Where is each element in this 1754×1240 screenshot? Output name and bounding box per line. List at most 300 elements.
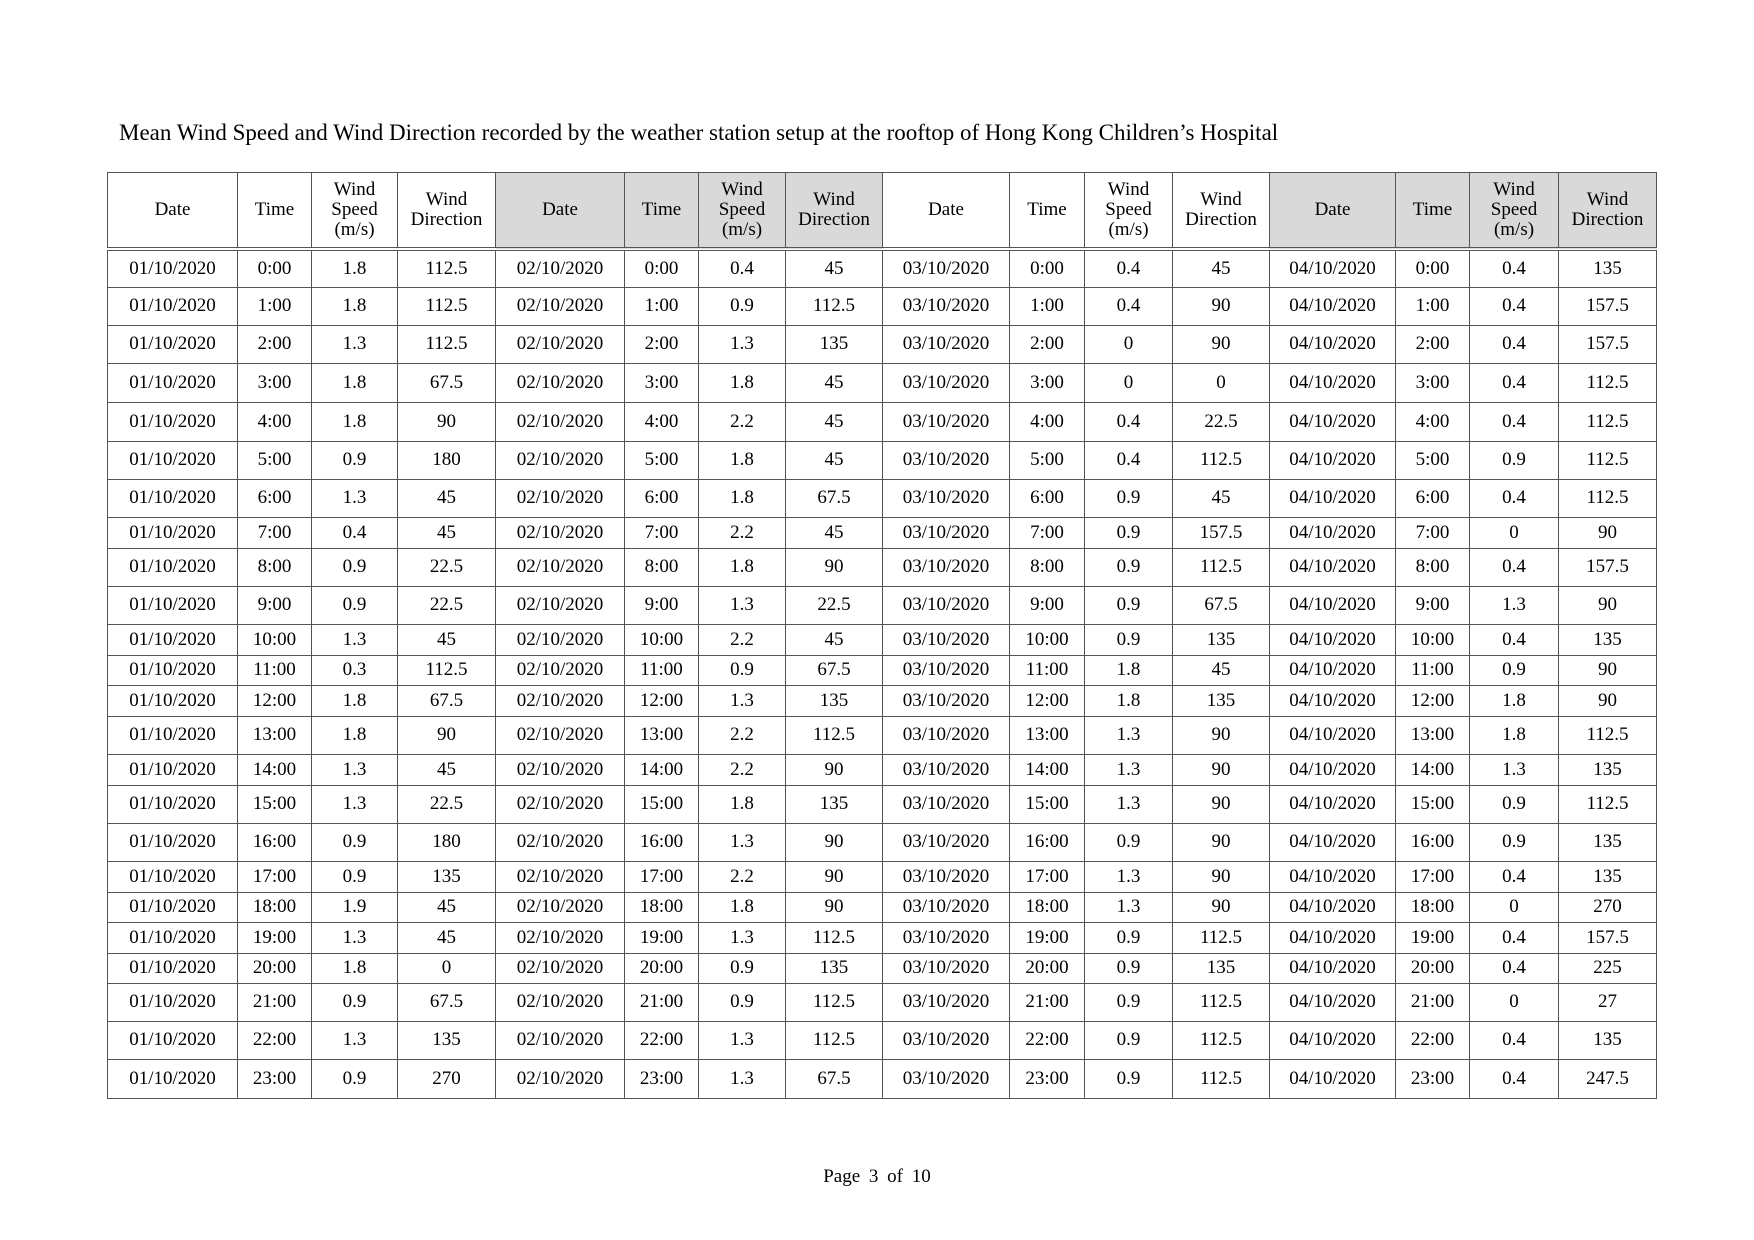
wind-speed-cell: 0.9	[1085, 586, 1173, 624]
wind-speed-cell: 0.4	[1085, 287, 1173, 325]
wind-direction-cell: 90	[1559, 685, 1657, 716]
wind-speed-cell: 0.4	[1470, 325, 1559, 363]
wind-direction-cell: 112.5	[398, 325, 496, 363]
wind-direction-cell: 135	[786, 785, 883, 823]
date-cell: 04/10/2020	[1270, 716, 1396, 754]
date-cell: 02/10/2020	[496, 785, 625, 823]
date-cell: 01/10/2020	[108, 716, 238, 754]
wind-speed-cell: 1.3	[699, 1021, 786, 1059]
wind-direction-cell: 90	[786, 754, 883, 785]
time-cell: 4:00	[238, 402, 312, 441]
wind-direction-cell: 112.5	[786, 716, 883, 754]
time-cell: 8:00	[1396, 548, 1470, 586]
table-row	[108, 325, 1657, 363]
time-cell: 5:00	[1396, 441, 1470, 479]
wind-direction-cell: 112.5	[1173, 548, 1270, 586]
wind-direction-cell: 22.5	[398, 548, 496, 586]
wind-speed-cell: 1.3	[312, 624, 398, 655]
table-row	[108, 953, 1657, 983]
wind-speed-cell: 1.8	[699, 785, 786, 823]
time-cell: 0:00	[1010, 249, 1085, 287]
time-cell: 9:00	[1010, 586, 1085, 624]
wind-direction-cell: 90	[786, 892, 883, 922]
date-cell: 03/10/2020	[883, 1021, 1010, 1059]
date-cell: 04/10/2020	[1270, 402, 1396, 441]
date-cell: 01/10/2020	[108, 402, 238, 441]
time-cell: 15:00	[625, 785, 699, 823]
date-cell: 01/10/2020	[108, 1059, 238, 1098]
time-cell: 9:00	[1396, 586, 1470, 624]
table-row	[108, 1021, 1657, 1059]
date-cell: 02/10/2020	[496, 325, 625, 363]
table-row	[108, 441, 1657, 479]
wind-direction-cell: 90	[1173, 287, 1270, 325]
wind-speed-cell: 0.9	[1085, 983, 1173, 1021]
date-cell: 04/10/2020	[1270, 953, 1396, 983]
time-cell: 20:00	[1010, 953, 1085, 983]
wind-speed-cell: 0.9	[1085, 823, 1173, 861]
wind-direction-cell: 45	[1173, 479, 1270, 517]
wind-speed-cell: 0.9	[312, 861, 398, 892]
wind-direction-cell: 0	[398, 953, 496, 983]
wind-speed-cell: 0.9	[312, 823, 398, 861]
wind-speed-cell: 0.4	[1085, 441, 1173, 479]
page-number: Page 3 of 10	[823, 1166, 931, 1187]
time-cell: 19:00	[1010, 922, 1085, 953]
wind-speed-cell: 0	[1470, 892, 1559, 922]
time-cell: 3:00	[625, 363, 699, 402]
wind-direction-cell: 90	[1559, 655, 1657, 685]
wind-direction-cell: 45	[398, 479, 496, 517]
time-cell: 6:00	[238, 479, 312, 517]
wind-speed-cell: 1.3	[699, 685, 786, 716]
time-cell: 2:00	[1010, 325, 1085, 363]
wind-direction-cell: 90	[1173, 325, 1270, 363]
wind-speed-cell: 0.9	[1085, 922, 1173, 953]
wind-speed-cell: 1.8	[699, 441, 786, 479]
time-cell: 23:00	[1010, 1059, 1085, 1098]
date-cell: 03/10/2020	[883, 953, 1010, 983]
date-cell: 01/10/2020	[108, 548, 238, 586]
wind-direction-cell: 112.5	[1559, 441, 1657, 479]
header-date: Date	[496, 173, 625, 250]
date-cell: 03/10/2020	[883, 655, 1010, 685]
wind-speed-cell: 0.4	[1470, 249, 1559, 287]
table-row	[108, 402, 1657, 441]
time-cell: 15:00	[1010, 785, 1085, 823]
wind-direction-cell: 112.5	[398, 287, 496, 325]
time-cell: 7:00	[238, 517, 312, 548]
date-cell: 03/10/2020	[883, 287, 1010, 325]
time-cell: 8:00	[238, 548, 312, 586]
date-cell: 03/10/2020	[883, 685, 1010, 716]
wind-speed-cell: 1.8	[312, 249, 398, 287]
table-row	[108, 479, 1657, 517]
wind-speed-cell: 1.3	[1470, 754, 1559, 785]
wind-direction-cell: 112.5	[1173, 1021, 1270, 1059]
wind-speed-cell: 0.4	[699, 249, 786, 287]
date-cell: 02/10/2020	[496, 685, 625, 716]
wind-direction-cell: 90	[1173, 861, 1270, 892]
time-cell: 16:00	[238, 823, 312, 861]
wind-speed-cell: 1.8	[312, 953, 398, 983]
wind-direction-cell: 157.5	[1173, 517, 1270, 548]
time-cell: 11:00	[1396, 655, 1470, 685]
wind-direction-cell: 90	[398, 402, 496, 441]
date-cell: 03/10/2020	[883, 325, 1010, 363]
table-row	[108, 861, 1657, 892]
time-cell: 2:00	[1396, 325, 1470, 363]
date-cell: 04/10/2020	[1270, 1021, 1396, 1059]
date-cell: 02/10/2020	[496, 892, 625, 922]
wind-speed-cell: 1.3	[1085, 785, 1173, 823]
time-cell: 1:00	[625, 287, 699, 325]
date-cell: 01/10/2020	[108, 861, 238, 892]
date-cell: 02/10/2020	[496, 363, 625, 402]
time-cell: 4:00	[625, 402, 699, 441]
wind-speed-cell: 2.2	[699, 402, 786, 441]
wind-direction-cell: 45	[1173, 655, 1270, 685]
header-time: Time	[1010, 173, 1085, 250]
date-cell: 03/10/2020	[883, 861, 1010, 892]
wind-direction-cell: 22.5	[786, 586, 883, 624]
date-cell: 03/10/2020	[883, 624, 1010, 655]
wind-direction-cell: 112.5	[1173, 983, 1270, 1021]
wind-speed-cell: 0.3	[312, 655, 398, 685]
wind-direction-cell: 90	[786, 861, 883, 892]
wind-speed-cell: 1.3	[1085, 716, 1173, 754]
wind-direction-cell: 135	[398, 1021, 496, 1059]
wind-speed-cell: 1.8	[699, 892, 786, 922]
time-cell: 16:00	[1396, 823, 1470, 861]
time-cell: 22:00	[625, 1021, 699, 1059]
wind-speed-cell: 0.9	[699, 287, 786, 325]
table-row	[108, 655, 1657, 685]
date-cell: 02/10/2020	[496, 655, 625, 685]
time-cell: 13:00	[625, 716, 699, 754]
date-cell: 02/10/2020	[496, 287, 625, 325]
wind-direction-cell: 45	[786, 624, 883, 655]
time-cell: 19:00	[625, 922, 699, 953]
wind-direction-cell: 90	[1173, 785, 1270, 823]
date-cell: 02/10/2020	[496, 249, 625, 287]
wind-speed-cell: 1.8	[1085, 685, 1173, 716]
time-cell: 14:00	[238, 754, 312, 785]
time-cell: 16:00	[1010, 823, 1085, 861]
wind-speed-cell: 0.4	[1470, 363, 1559, 402]
wind-direction-cell: 112.5	[398, 655, 496, 685]
date-cell: 04/10/2020	[1270, 287, 1396, 325]
wind-direction-cell: 135	[1559, 624, 1657, 655]
time-cell: 19:00	[1396, 922, 1470, 953]
date-cell: 02/10/2020	[496, 922, 625, 953]
time-cell: 22:00	[1010, 1021, 1085, 1059]
header-time: Time	[625, 173, 699, 250]
time-cell: 21:00	[238, 983, 312, 1021]
time-cell: 17:00	[625, 861, 699, 892]
wind-speed-cell: 1.8	[312, 716, 398, 754]
date-cell: 04/10/2020	[1270, 363, 1396, 402]
wind-speed-cell: 2.2	[699, 624, 786, 655]
wind-speed-cell: 0.4	[1470, 402, 1559, 441]
table-row	[108, 892, 1657, 922]
time-cell: 10:00	[1010, 624, 1085, 655]
date-cell: 02/10/2020	[496, 861, 625, 892]
date-cell: 01/10/2020	[108, 624, 238, 655]
time-cell: 15:00	[1396, 785, 1470, 823]
wind-direction-cell: 112.5	[1559, 363, 1657, 402]
date-cell: 04/10/2020	[1270, 861, 1396, 892]
date-cell: 01/10/2020	[108, 892, 238, 922]
time-cell: 21:00	[1396, 983, 1470, 1021]
time-cell: 9:00	[238, 586, 312, 624]
time-cell: 17:00	[1396, 861, 1470, 892]
time-cell: 6:00	[1396, 479, 1470, 517]
date-cell: 01/10/2020	[108, 685, 238, 716]
wind-speed-cell: 0.4	[1470, 861, 1559, 892]
wind-speed-cell: 1.3	[1085, 754, 1173, 785]
time-cell: 2:00	[625, 325, 699, 363]
table-row	[108, 624, 1657, 655]
date-cell: 01/10/2020	[108, 479, 238, 517]
header-speed: Wind Speed (m/s)	[1085, 173, 1173, 250]
time-cell: 10:00	[625, 624, 699, 655]
date-cell: 04/10/2020	[1270, 655, 1396, 685]
wind-direction-cell: 45	[398, 624, 496, 655]
wind-direction-cell: 157.5	[1559, 548, 1657, 586]
wind-direction-cell: 135	[1559, 823, 1657, 861]
time-cell: 22:00	[238, 1021, 312, 1059]
date-cell: 04/10/2020	[1270, 441, 1396, 479]
wind-direction-cell: 67.5	[398, 685, 496, 716]
wind-direction-cell: 112.5	[1173, 1059, 1270, 1098]
wind-speed-cell: 1.9	[312, 892, 398, 922]
time-cell: 21:00	[625, 983, 699, 1021]
wind-speed-cell: 0.9	[1085, 479, 1173, 517]
date-cell: 01/10/2020	[108, 517, 238, 548]
wind-speed-cell: 1.8	[699, 548, 786, 586]
date-cell: 04/10/2020	[1270, 754, 1396, 785]
wind-direction-cell: 45	[398, 922, 496, 953]
wind-speed-cell: 0.4	[1470, 287, 1559, 325]
time-cell: 16:00	[625, 823, 699, 861]
date-cell: 04/10/2020	[1270, 685, 1396, 716]
table-row	[108, 754, 1657, 785]
wind-speed-cell: 0.4	[1470, 624, 1559, 655]
table-row	[108, 363, 1657, 402]
header-direction: Wind Direction	[786, 173, 883, 250]
date-cell: 02/10/2020	[496, 983, 625, 1021]
table-row	[108, 517, 1657, 548]
wind-direction-cell: 90	[1173, 823, 1270, 861]
header-date: Date	[1270, 173, 1396, 250]
table-row	[108, 785, 1657, 823]
time-cell: 23:00	[238, 1059, 312, 1098]
date-cell: 01/10/2020	[108, 363, 238, 402]
time-cell: 3:00	[238, 363, 312, 402]
wind-speed-cell: 0.4	[1470, 953, 1559, 983]
wind-speed-cell: 1.8	[1470, 716, 1559, 754]
wind-speed-cell: 0.9	[312, 1059, 398, 1098]
wind-speed-cell: 1.3	[312, 785, 398, 823]
header-time: Time	[238, 173, 312, 250]
header-speed: Wind Speed (m/s)	[312, 173, 398, 250]
time-cell: 18:00	[1396, 892, 1470, 922]
date-cell: 03/10/2020	[883, 363, 1010, 402]
wind-direction-cell: 157.5	[1559, 325, 1657, 363]
wind-speed-cell: 0.4	[1470, 922, 1559, 953]
time-cell: 3:00	[1396, 363, 1470, 402]
wind-speed-cell: 1.3	[312, 922, 398, 953]
wind-speed-cell: 0.9	[312, 586, 398, 624]
wind-data-table	[107, 172, 1657, 1099]
date-cell: 04/10/2020	[1270, 586, 1396, 624]
table-row	[108, 716, 1657, 754]
wind-speed-cell: 1.3	[699, 922, 786, 953]
wind-direction-cell: 135	[1559, 861, 1657, 892]
wind-speed-cell: 2.2	[699, 517, 786, 548]
time-cell: 11:00	[625, 655, 699, 685]
wind-speed-cell: 1.3	[312, 1021, 398, 1059]
date-cell: 01/10/2020	[108, 1021, 238, 1059]
wind-direction-cell: 67.5	[398, 983, 496, 1021]
date-cell: 02/10/2020	[496, 716, 625, 754]
date-cell: 01/10/2020	[108, 325, 238, 363]
wind-direction-cell: 135	[1173, 685, 1270, 716]
wind-direction-cell: 45	[786, 402, 883, 441]
wind-direction-cell: 67.5	[786, 655, 883, 685]
wind-speed-cell: 0.9	[1085, 624, 1173, 655]
date-cell: 02/10/2020	[496, 586, 625, 624]
date-cell: 03/10/2020	[883, 785, 1010, 823]
date-cell: 02/10/2020	[496, 441, 625, 479]
wind-speed-cell: 0.9	[1085, 548, 1173, 586]
date-cell: 01/10/2020	[108, 441, 238, 479]
wind-speed-cell: 1.3	[699, 325, 786, 363]
wind-speed-cell: 0.9	[699, 983, 786, 1021]
wind-speed-cell: 1.8	[312, 402, 398, 441]
wind-speed-cell: 0.9	[699, 655, 786, 685]
wind-direction-cell: 0	[1173, 363, 1270, 402]
date-cell: 04/10/2020	[1270, 249, 1396, 287]
date-cell: 01/10/2020	[108, 823, 238, 861]
wind-speed-cell: 0.9	[1085, 953, 1173, 983]
header-direction: Wind Direction	[1559, 173, 1657, 250]
wind-direction-cell: 112.5	[1173, 922, 1270, 953]
wind-speed-cell: 1.3	[312, 754, 398, 785]
date-cell: 01/10/2020	[108, 983, 238, 1021]
date-cell: 01/10/2020	[108, 922, 238, 953]
time-cell: 5:00	[625, 441, 699, 479]
time-cell: 11:00	[238, 655, 312, 685]
wind-direction-cell: 67.5	[1173, 586, 1270, 624]
wind-direction-cell: 135	[1559, 249, 1657, 287]
table-row	[108, 983, 1657, 1021]
date-cell: 02/10/2020	[496, 402, 625, 441]
date-cell: 03/10/2020	[883, 823, 1010, 861]
time-cell: 1:00	[1396, 287, 1470, 325]
wind-speed-cell: 1.8	[699, 363, 786, 402]
time-cell: 11:00	[1010, 655, 1085, 685]
wind-speed-cell: 0.9	[1470, 655, 1559, 685]
date-cell: 03/10/2020	[883, 249, 1010, 287]
table-row	[108, 685, 1657, 716]
table-row	[108, 548, 1657, 586]
time-cell: 0:00	[1396, 249, 1470, 287]
wind-direction-cell: 112.5	[398, 249, 496, 287]
wind-direction-cell: 180	[398, 823, 496, 861]
date-cell: 02/10/2020	[496, 1021, 625, 1059]
date-cell: 03/10/2020	[883, 402, 1010, 441]
date-cell: 03/10/2020	[883, 983, 1010, 1021]
date-cell: 01/10/2020	[108, 655, 238, 685]
wind-direction-cell: 135	[398, 861, 496, 892]
wind-speed-cell: 0.4	[312, 517, 398, 548]
wind-direction-cell: 45	[786, 249, 883, 287]
time-cell: 0:00	[238, 249, 312, 287]
wind-direction-cell: 90	[398, 716, 496, 754]
wind-direction-cell: 157.5	[1559, 287, 1657, 325]
wind-speed-cell: 0.9	[312, 441, 398, 479]
table-row	[108, 287, 1657, 325]
time-cell: 23:00	[1396, 1059, 1470, 1098]
wind-speed-cell: 0.4	[1470, 479, 1559, 517]
date-cell: 04/10/2020	[1270, 325, 1396, 363]
wind-speed-cell: 0.9	[312, 548, 398, 586]
time-cell: 13:00	[1010, 716, 1085, 754]
wind-direction-cell: 90	[1173, 716, 1270, 754]
date-cell: 02/10/2020	[496, 754, 625, 785]
time-cell: 22:00	[1396, 1021, 1470, 1059]
wind-direction-cell: 270	[398, 1059, 496, 1098]
wind-direction-cell: 157.5	[1559, 922, 1657, 953]
time-cell: 0:00	[625, 249, 699, 287]
time-cell: 20:00	[238, 953, 312, 983]
time-cell: 9:00	[625, 586, 699, 624]
date-cell: 03/10/2020	[883, 892, 1010, 922]
wind-speed-cell: 0.9	[1085, 1021, 1173, 1059]
date-cell: 04/10/2020	[1270, 479, 1396, 517]
wind-direction-cell: 112.5	[786, 287, 883, 325]
wind-speed-cell: 0.4	[1085, 402, 1173, 441]
time-cell: 7:00	[625, 517, 699, 548]
wind-direction-cell: 45	[786, 517, 883, 548]
wind-speed-cell: 0	[1085, 363, 1173, 402]
time-cell: 14:00	[1396, 754, 1470, 785]
time-cell: 18:00	[625, 892, 699, 922]
table-row	[108, 922, 1657, 953]
date-cell: 02/10/2020	[496, 624, 625, 655]
wind-speed-cell: 0.9	[1085, 517, 1173, 548]
date-cell: 02/10/2020	[496, 517, 625, 548]
wind-direction-cell: 67.5	[786, 479, 883, 517]
wind-speed-cell: 1.3	[699, 586, 786, 624]
wind-direction-cell: 45	[786, 363, 883, 402]
wind-direction-cell: 45	[398, 754, 496, 785]
date-cell: 02/10/2020	[496, 479, 625, 517]
header-speed: Wind Speed (m/s)	[1470, 173, 1559, 250]
header-direction: Wind Direction	[398, 173, 496, 250]
wind-speed-cell: 0	[1085, 325, 1173, 363]
date-cell: 04/10/2020	[1270, 785, 1396, 823]
date-cell: 04/10/2020	[1270, 1059, 1396, 1098]
time-cell: 8:00	[625, 548, 699, 586]
wind-speed-cell: 0.9	[1085, 1059, 1173, 1098]
date-cell: 02/10/2020	[496, 953, 625, 983]
wind-direction-cell: 112.5	[1173, 441, 1270, 479]
date-cell: 02/10/2020	[496, 548, 625, 586]
date-cell: 03/10/2020	[883, 754, 1010, 785]
